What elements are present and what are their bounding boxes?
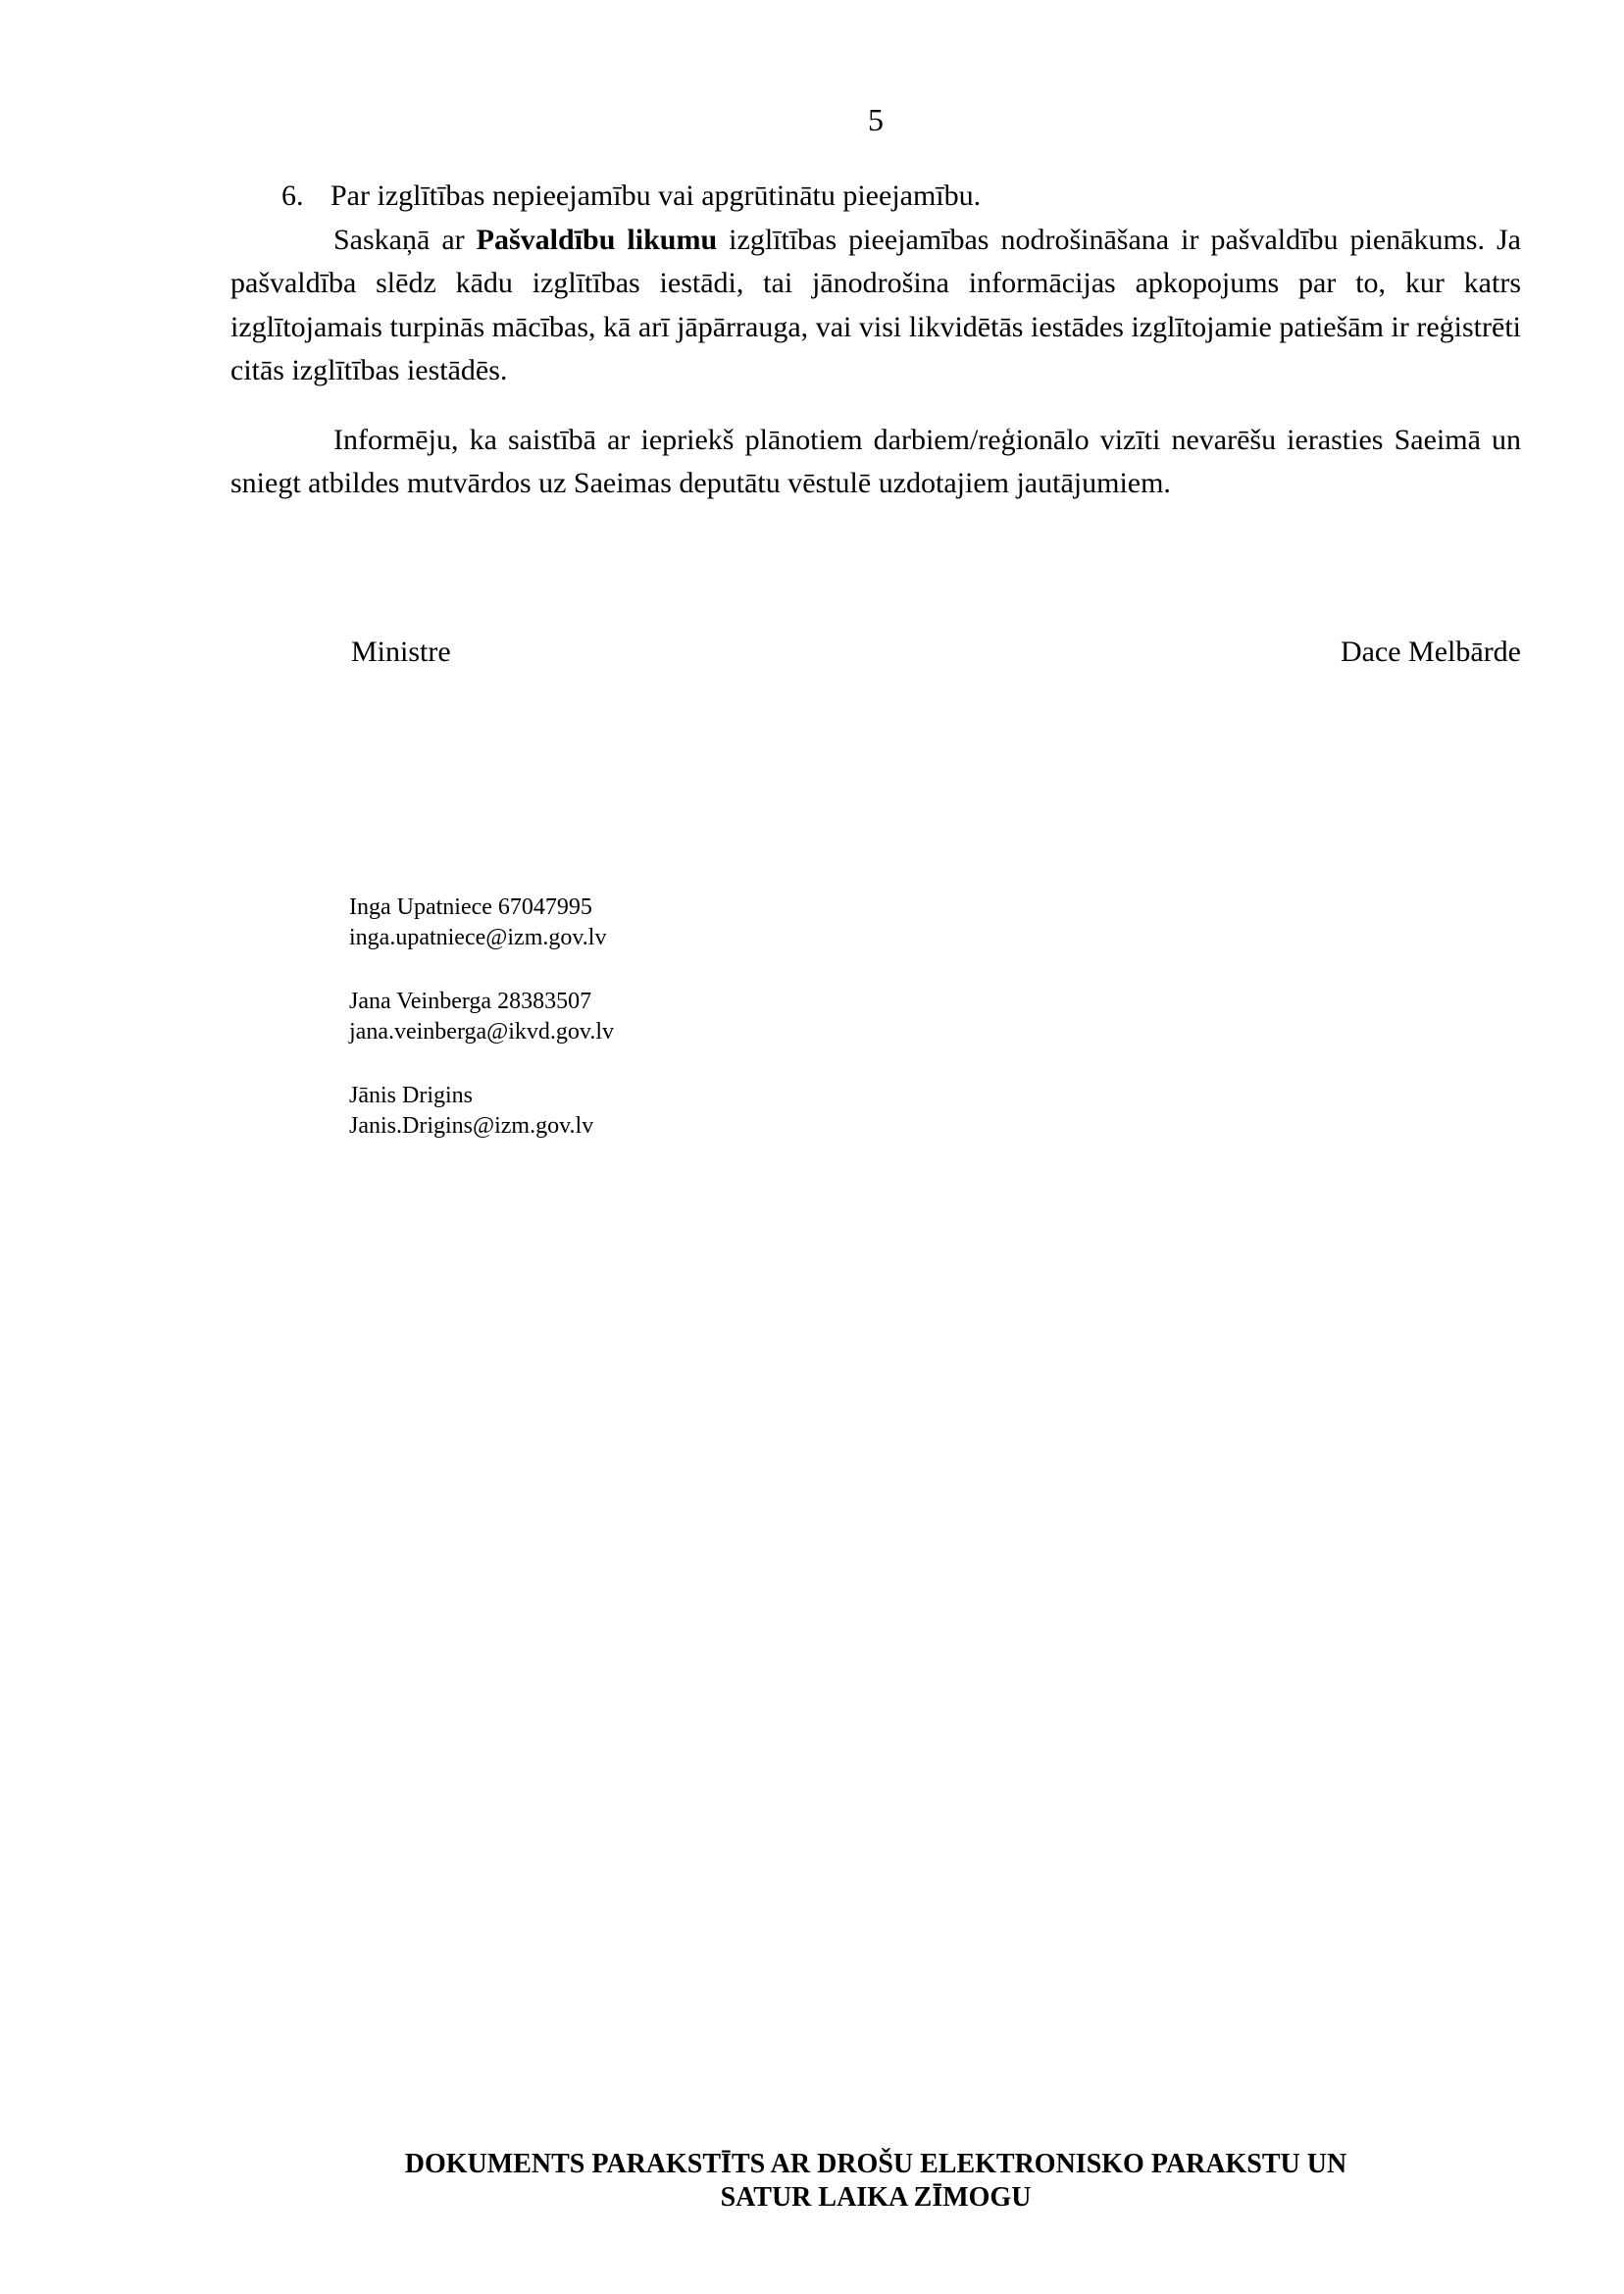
contact-email: jana.veinberga@ikvd.gov.lv bbox=[349, 1019, 615, 1045]
contact-name-phone: Jana Veinberga 28383507 bbox=[349, 989, 592, 1014]
paragraph-rest: izglītības pieejamības nodrošināšana ir pašvaldību pienākums. Ja pašvaldība slēdz kādu izglītības iestādi, tai jānodrošina informācijas apkopojums par to, kur katrs izglītojamais turpinās mācības, kā arī jāpārrauga, vai visi likvidētās iestādes izglītojamie patiešām ir reģistrēti citās izglītības iestādēs. bbox=[230, 223, 1521, 386]
footer-line-2: SATUR LAIKA ZĪMOGU bbox=[720, 2182, 1032, 2213]
item-heading-text: Par izglītības nepieejamību vai apgrūtinātu pieejamību. bbox=[330, 179, 982, 212]
footer-line-1: DOKUMENTS PARAKSTĪTS AR DROŠU ELEKTRONISKO PARAKSTU UN bbox=[404, 2149, 1347, 2179]
paragraph-absence-notice: Informēju, ka saistībā ar iepriekš plānotiem darbiem/reģionālo vizīti nevarēšu ierasties Saeimā un sniegt atbildes mutvārdos uz Saeimas deputātu vēstulē uzdotajiem jautājumiem. bbox=[230, 423, 1521, 499]
item-number: 6. bbox=[281, 179, 304, 212]
paragraph-municipality-duty bbox=[230, 219, 1521, 393]
law-name: Pašvaldību likumu bbox=[476, 223, 718, 256]
contact-email: inga.upatniece@izm.gov.lv bbox=[349, 925, 607, 950]
page-number: 5 bbox=[868, 102, 884, 137]
contact-name-phone: Inga Upatniece 67047995 bbox=[349, 894, 592, 920]
e-signature-footer bbox=[0, 2148, 1624, 2215]
letter-body bbox=[230, 175, 1521, 506]
signatory-name: Dace Melbārde bbox=[1340, 636, 1521, 668]
contact-item bbox=[349, 987, 614, 1047]
contact-email: Janis.Drigins@izm.gov.lv bbox=[349, 1113, 594, 1139]
contact-item bbox=[349, 1081, 614, 1142]
paragraph-lead: Saskaņā ar bbox=[333, 223, 477, 256]
contact-list bbox=[349, 892, 614, 1175]
contact-name-phone: Jānis Drigins bbox=[349, 1083, 473, 1108]
contact-item bbox=[349, 892, 614, 953]
item-heading bbox=[230, 175, 1521, 219]
signatory-role: Ministre bbox=[351, 636, 451, 668]
